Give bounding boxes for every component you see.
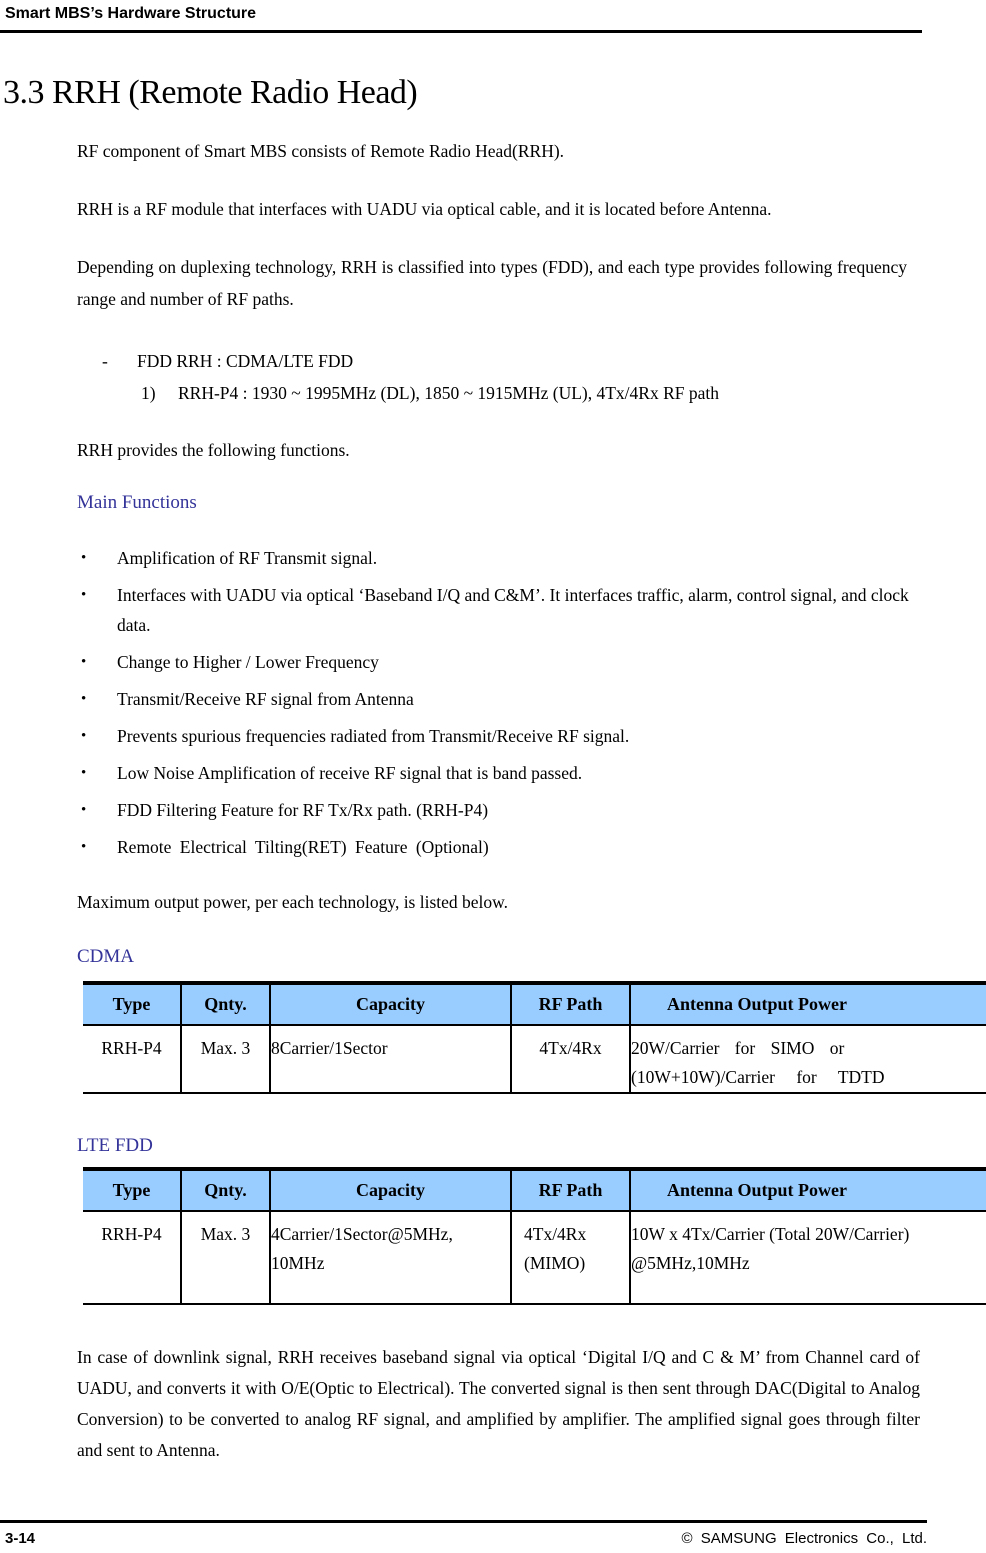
list-number: 1) [141, 382, 156, 403]
bullet-item [81, 795, 986, 825]
column-header-qnty: Qnty. [181, 1169, 270, 1211]
numbered-list-item [141, 377, 920, 409]
bullet-text: Change to Higher / Lower Frequency [117, 651, 379, 672]
paragraph-rrh-provides: RRH provides the following functions. [77, 439, 350, 460]
bullet-item [81, 647, 986, 677]
table-row [83, 1211, 986, 1304]
column-header-type: Type [83, 983, 181, 1025]
column-header-antenna-output-power: Antenna Output Power [630, 983, 986, 1025]
bullet-text: Remote Electrical Tilting(RET) Feature (Optional) [117, 836, 489, 857]
numbered-item-text: RRH-P4 : 1930 ~ 1995MHz (DL), 1850 ~ 1915MHz (UL), 4Tx/4Rx RF path [178, 382, 719, 403]
antenna-power-line: 10W x 4Tx/Carrier (Total 20W/Carrier) [631, 1223, 910, 1244]
capacity-line: 4Carrier/1Sector@5MHz, [271, 1223, 453, 1244]
bullet-item [81, 832, 986, 862]
cell-antenna-output-power [630, 1025, 986, 1093]
bullet-item [81, 580, 986, 640]
paragraph-duplexing: Depending on duplexing technology, RRH is classified into types (FDD), and each type provides following frequency range and number of RF paths. [77, 256, 907, 309]
column-header-capacity: Capacity [270, 983, 511, 1025]
bullet-item [81, 543, 986, 573]
rf-path-line: 4Tx/4Rx [524, 1223, 587, 1244]
column-header-capacity: Capacity [270, 1169, 511, 1211]
antenna-power-line: @5MHz,10MHz [631, 1252, 750, 1273]
capacity-line: 10MHz [271, 1252, 325, 1273]
section-title: 3.3 RRH (Remote Radio Head) [3, 74, 418, 111]
bullet-text: Interfaces with UADU via optical ‘Baseband I/Q and C&M’. It interfaces traffic, alarm, control signal, and clock data. [117, 584, 909, 635]
subsection-heading-main-functions: Main Functions [77, 491, 197, 513]
table-row [83, 1025, 986, 1093]
paragraph-rrh-module: RRH is a RF module that interfaces with UADU via optical cable, and it is located before Antenna. [77, 198, 772, 219]
cell-type: RRH-P4 [101, 1037, 162, 1058]
bullet-item [81, 721, 986, 751]
subsection-heading-lte-fdd: LTE FDD [77, 1134, 153, 1156]
dash-list-item [102, 345, 920, 377]
paragraph-downlink: In case of downlink signal, RRH receives baseband signal via optical ‘Digital I/Q and C & M’ from Channel card of UADU, and converts it with O/E(Optic to Electrical). The converted signal is then sent through DAC(Digital to Analog Conversion) to be converted to analog RF signal, and amplified by amplifier. The amplified signal goes through filter and sent to Antenna. [77, 1346, 920, 1460]
rf-path-line: (MIMO) [524, 1252, 586, 1273]
bullet-marker: • [81, 586, 87, 603]
running-header: Smart MBS’s Hardware Structure [5, 5, 257, 22]
cell-antenna-output-power [630, 1211, 986, 1304]
bullet-item [81, 684, 986, 714]
column-header-rf-path: RF Path [511, 1169, 630, 1211]
cell-type: RRH-P4 [101, 1223, 162, 1244]
cell-rf-path [511, 1211, 630, 1304]
paragraph-max-output: Maximum output power, per each technology, is listed below. [77, 891, 509, 912]
bullet-marker: • [81, 727, 87, 744]
copyright: © SAMSUNG Electronics Co., Ltd. [681, 1530, 927, 1547]
lte-fdd-table [83, 1167, 986, 1305]
subsection-heading-cdma: CDMA [77, 945, 135, 967]
column-header-type: Type [83, 1169, 181, 1211]
bullet-text: FDD Filtering Feature for RF Tx/Rx path. (RRH-P4) [117, 799, 489, 820]
page-number: 3-14 [5, 1530, 36, 1547]
bullet-marker: • [81, 764, 87, 781]
footer-rule [0, 1520, 927, 1523]
cell-qnty: Max. 3 [181, 1211, 270, 1304]
lte-header-row [83, 1169, 986, 1211]
dash-marker: - [102, 350, 108, 371]
cdma-header-row [83, 983, 986, 1025]
cdma-table [83, 981, 986, 1094]
antenna-power-line: 20W/Carrier for SIMO or [631, 1037, 845, 1058]
bullet-marker: • [81, 653, 87, 670]
bullet-text: Low Noise Amplification of receive RF signal that is band passed. [117, 762, 583, 783]
bullet-marker: • [81, 838, 87, 855]
cell-capacity [270, 1211, 511, 1304]
column-header-rf-path: RF Path [511, 983, 630, 1025]
bullet-text: Transmit/Receive RF signal from Antenna [117, 688, 414, 709]
bullet-marker: • [81, 549, 87, 566]
bullet-marker: • [81, 801, 87, 818]
paragraph-rf-component: RF component of Smart MBS consists of Remote Radio Head(RRH). [77, 140, 565, 161]
bullet-text: Prevents spurious frequencies radiated from Transmit/Receive RF signal. [117, 725, 630, 746]
cell-qnty: Max. 3 [181, 1025, 270, 1093]
bullet-item [81, 758, 986, 788]
bullet-marker: • [81, 690, 87, 707]
cell-rf-path: 4Tx/4Rx [511, 1025, 630, 1093]
column-header-qnty: Qnty. [181, 983, 270, 1025]
cell-capacity: 8Carrier/1Sector [270, 1025, 511, 1093]
column-header-antenna-output-power: Antenna Output Power [630, 1169, 986, 1211]
main-functions-list [0, 543, 986, 862]
dash-item-text: FDD RRH : CDMA/LTE FDD [137, 350, 354, 371]
bullet-text: Amplification of RF Transmit signal. [117, 547, 378, 568]
antenna-power-line: (10W+10W)/Carrier for TDTD [631, 1066, 885, 1087]
